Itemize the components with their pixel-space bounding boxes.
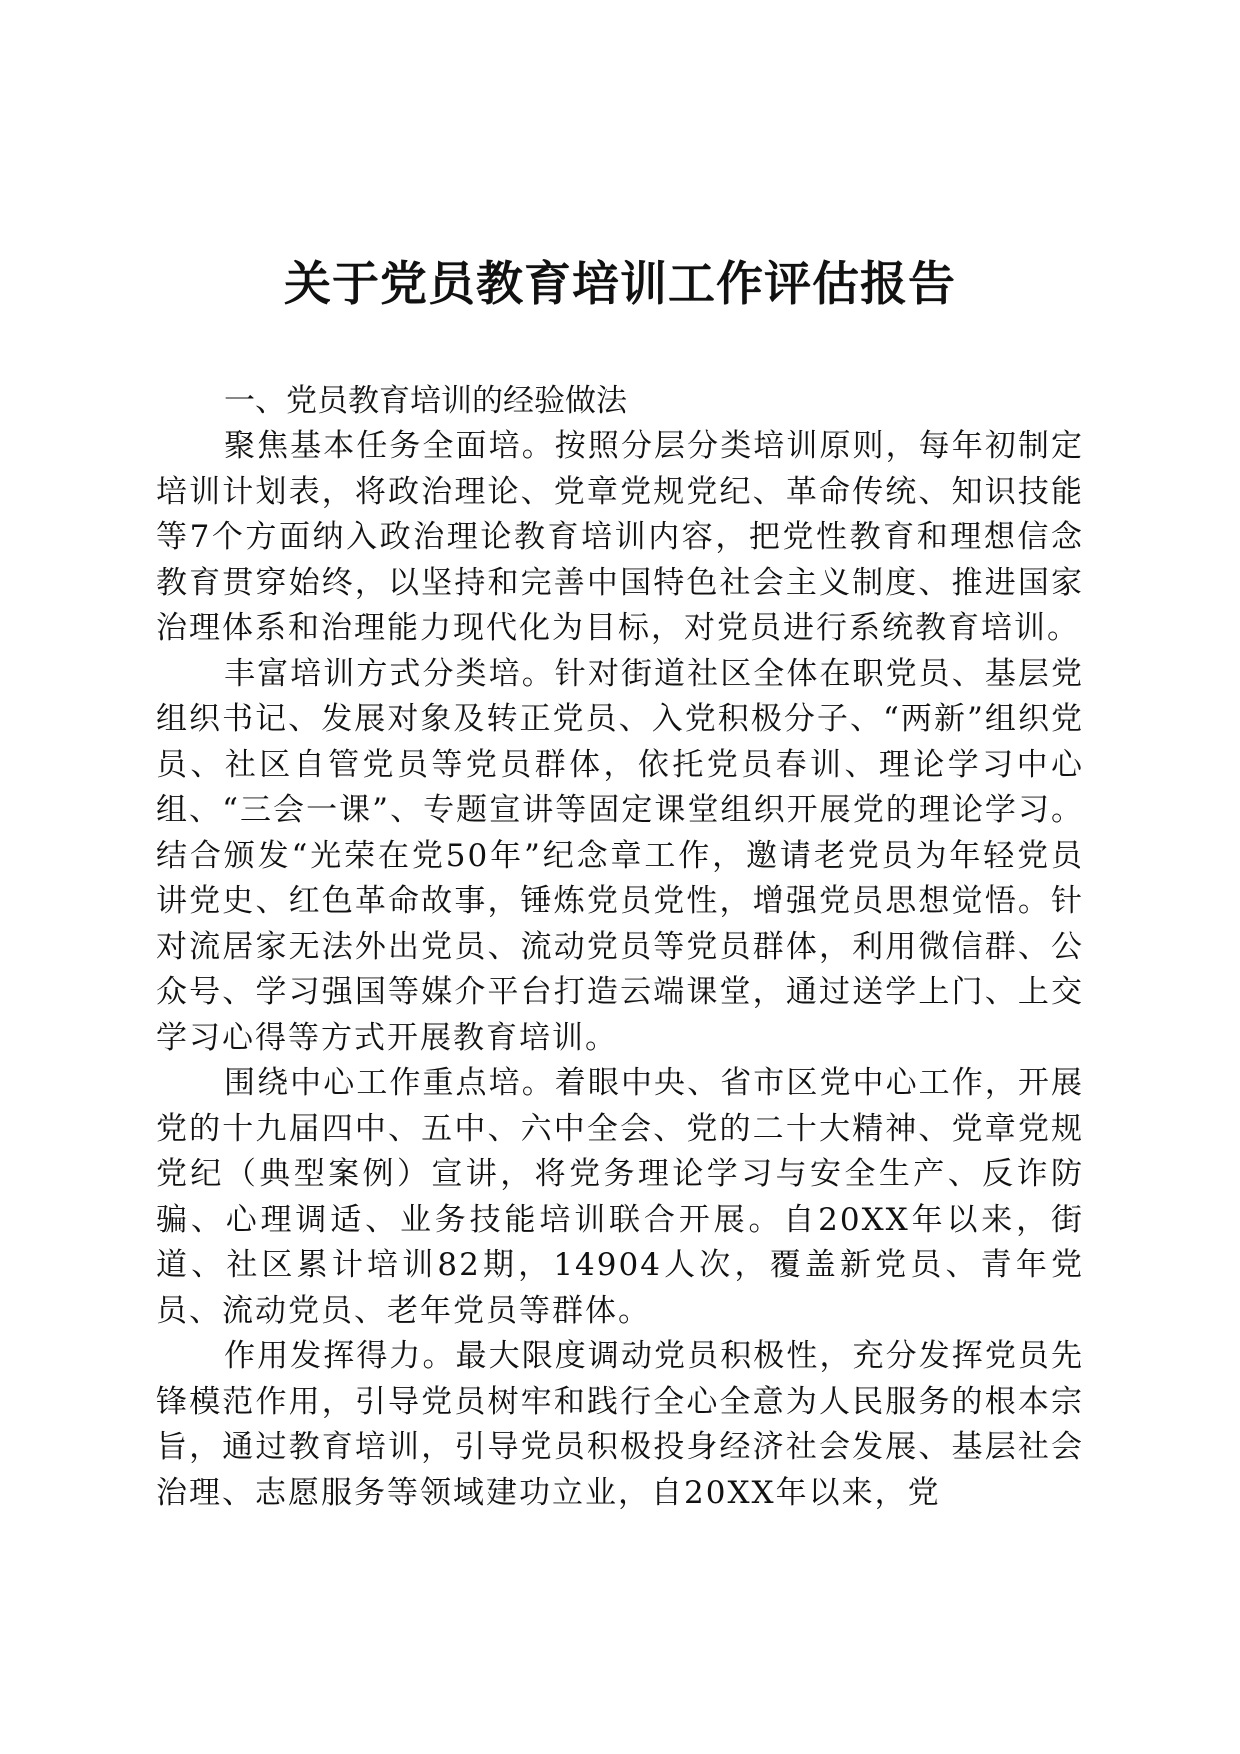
paragraph-training-methods: 丰富培训方式分类培。针对街道社区全体在职党员、基层党组织书记、发展对象及转正党员、入党积极分子、“两新”组织党员、社区自管党员等党员群体，依托党员春训、理论学习中心组、“三会一课”、专题宣讲等固定课堂组织开展党的理论学习。结合颁发“光荣在党50年”纪念章工作，邀请老党员为年轻党员讲党史、红色革命故事，锤炼党员党性，增强党员思想觉悟。针对流居家无法外出党员、流动党员等党员群体，利用微信群、公众号、学习强国等媒介平台打造云端课堂，通过送学上门、上交学习心得等方式开展教育培训。 xyxy=(156,655,1084,1056)
document-title: 关于党员教育培训工作评估报告 xyxy=(284,257,956,312)
section-heading: 一、党员教育培训的经验做法 xyxy=(224,383,627,419)
paragraph-basic-tasks: 聚焦基本任务全面培。按照分层分类培训原则，每年初制定培训计划表，将政治理论、党章党规党纪、革命传统、知识技能等7个方面纳入政治理论教育培训内容，把党性教育和理想信念教育贯穿始终，以坚持和完善中国特色社会主义制度、推进国家治理体系和治理能力现代化为目标，对党员进行系统教育培训。 xyxy=(156,428,1084,646)
paragraph-central-work: 围绕中心工作重点培。着眼中央、省市区党中心工作，开展党的十九届四中、五中、六中全会、党的二十大精神、党章党规党纪（典型案例）宣讲，将党务理论学习与安全生产、反诈防骗、心理调适、业务技能培训联合开展。自20XX年以来，街道、社区累计培训82期，14904人次，覆盖新党员、青年党员、流动党员、老年党员等群体。 xyxy=(156,1065,1084,1329)
paragraph-role-play: 作用发挥得力。最大限度调动党员积极性，充分发挥党员先锋模范作用，引导党员树牢和践行全心全意为人民服务的根本宗旨，通过教育培训，引导党员积极投身经济社会发展、基层社会治理、志愿服务等领域建功立业，自20XX年以来，党 xyxy=(156,1338,1084,1511)
